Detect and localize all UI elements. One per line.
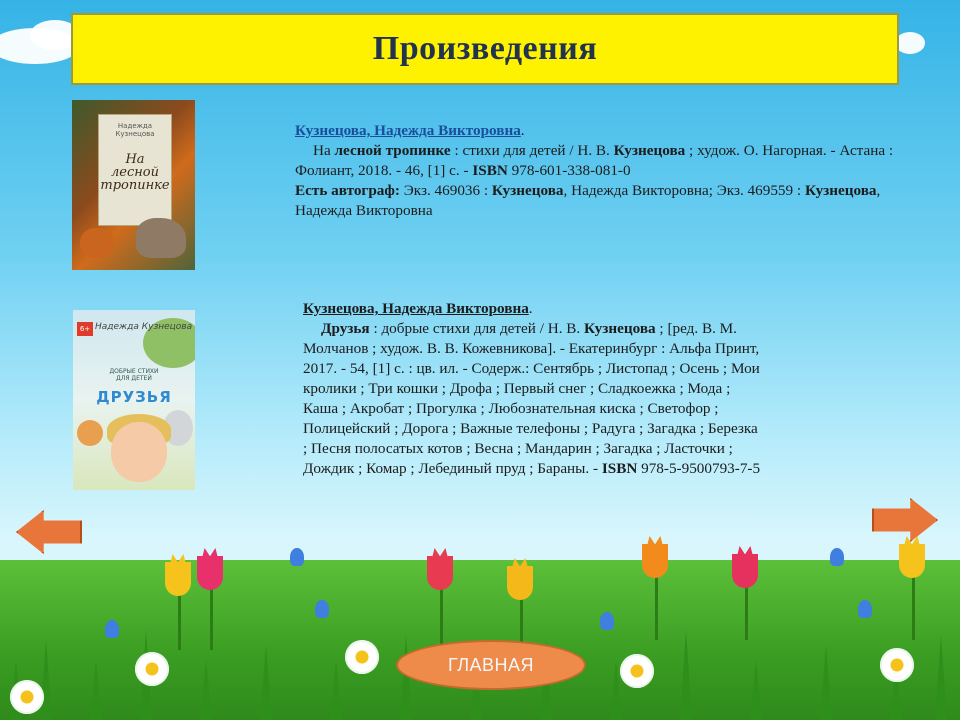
tulip-icon [197,556,223,590]
daisy-icon [345,640,379,674]
tulip-icon [732,554,758,588]
daisy-icon [10,680,44,714]
daisy-icon [620,654,654,688]
bell-flower-icon [858,600,872,618]
book-cover-druzya[interactable] [73,310,195,490]
child-face-illustration [111,422,167,482]
daisy-icon [135,652,169,686]
flower-stem [912,570,915,640]
bibliographic-entry-2: Кузнецова, Надежда Викторовна. Друзья : добрые стихи для детей / Н. В. Кузнецова ; [ред. В. М. Молчанов ; худож. В. В. Кожевникова]. - Екатеринбург : Альфа Принт, 2017. - 54, [1] с. : цв. ил. - Содерж.: Сентябрь ; Листопад ; Осень ; Мои кролики ; Три кошки ; Дрофа ; Первый снег ; Сладкоежка ; Мода ; Каша ; Акробат ; Прогулка ; Любознательная киска ; Светофор ; Полицейский ; Дорога ; Важные телефоны ; Радуга ; Загадка ; Березка ; Песня полосатых котов ; Весна ; Мандарин ; Загадка ; Ласточки ; Дождик ; Комар ; Лебединый пруд ; Бараны. - ISBN 978-5-9500793-7-5 [303,300,761,477]
page-title: Произведения [372,30,598,67]
cover-title: На лесной тропинке [100,152,170,193]
book-title: лесной тропинке [334,142,451,159]
book-cover-na-lesnoy-tropinke[interactable] [72,100,195,270]
tulip-icon [165,562,191,596]
bell-flower-icon [315,600,329,618]
deer-illustration [136,218,186,258]
author-link[interactable]: Кузнецова, Надежда Викторовна [303,300,529,317]
bell-flower-icon [105,620,119,638]
fox-illustration [80,228,114,258]
bell-flower-icon [600,612,614,630]
flower-stem [178,590,181,650]
cover-author: Надежда Кузнецова [115,122,155,138]
tulip-icon [899,544,925,578]
bell-flower-icon [830,548,844,566]
flower-stem [520,592,523,647]
kitten-illustration [77,420,103,446]
cover-subtitle: ДОБРЫЕ СТИХИ ДЛЯ ДЕТЕЙ [109,368,159,383]
tulip-icon [642,544,668,578]
cover-panel [98,114,172,226]
flower-stem [440,585,443,645]
autograph-label: Есть автограф: [295,182,400,199]
tulip-icon [427,556,453,590]
bell-flower-icon [290,548,304,566]
author-link[interactable]: Кузнецова, Надежда Викторовна [295,122,521,139]
cloud-decoration [895,32,925,54]
cover-author: Надежда Кузнецова [95,322,193,332]
flower-stem [655,570,658,640]
cover-title: ДРУЗЬЯ [96,388,172,406]
book-title: Друзья [321,320,370,337]
header-banner [71,13,899,85]
tulip-icon [507,566,533,600]
bibliographic-entry-1: Кузнецова, Надежда Викторовна. На лесной тропинке : стихи для детей / Н. В. Кузнецова ; худож. О. Нагорная. - Астана : Фолиант, 2018. - 46, [1] с. - ISBN 978-601-338-081-0 Есть автограф: Экз. 469036 : Кузнецова, Надежда Викторовна; Экз. 469559 : Кузнецова, Надежда Викторовна [295,122,894,219]
main-menu-button[interactable] [396,640,586,690]
flower-stem [745,580,748,640]
main-menu-label: ГЛАВНАЯ [447,654,535,675]
daisy-icon [880,648,914,682]
age-badge: 6+ [77,322,93,336]
flower-stem [210,580,213,650]
